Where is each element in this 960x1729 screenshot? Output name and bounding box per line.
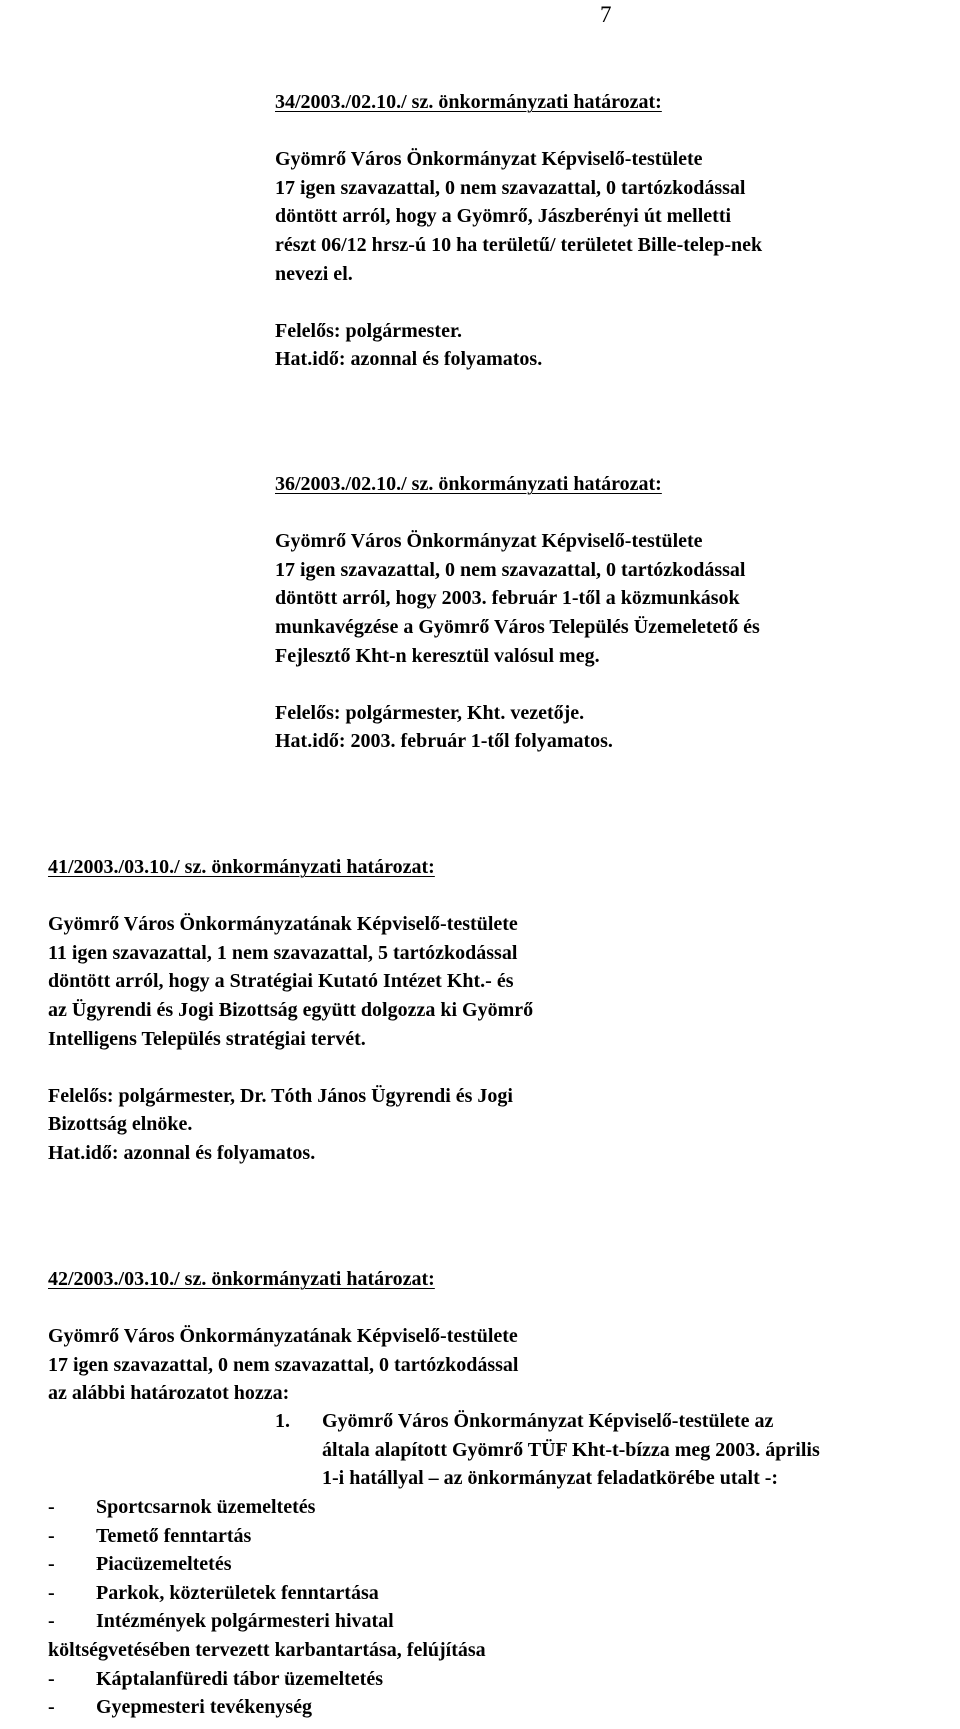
resolution-body-line: Gyömrő Város Önkormányzat Képviselő-testülete: [275, 530, 703, 553]
numbered-item-line: általa alapított Gyömrő TÜF Kht-t-bízza meg 2003. április: [322, 1438, 820, 1461]
list-item-text: Intézmények polgármesteri hivatal: [96, 1610, 394, 1633]
list-item: [48, 1607, 486, 1636]
resolution-42: [48, 1265, 519, 1408]
list-item: [48, 1522, 486, 1551]
numbered-item-line: 1-i hatállyal – az önkormányzat feladatkörébe utalt -:: [322, 1467, 779, 1490]
resolution-heading: 36/2003./02.10./ sz. önkormányzati határozat:: [275, 473, 662, 495]
resolution-body-line: döntött arról, hogy a Gyömrő, Jászberényi út melletti: [275, 205, 732, 228]
list-item-continuation: [48, 1636, 486, 1665]
resolution-body-line: 17 igen szavazattal, 0 nem szavazattal, 0 tartózkodással: [48, 1353, 519, 1376]
list-item: [48, 1493, 486, 1522]
list-item-text: Temető fenntartás: [96, 1524, 252, 1547]
list-dash: -: [48, 1553, 55, 1576]
resolution-body-line: az alábbi határozatot hozza:: [48, 1382, 290, 1405]
resolution-41: [48, 853, 533, 1168]
page-number: 7: [600, 2, 612, 27]
list-item: [48, 1579, 486, 1608]
list-dash: -: [48, 1496, 55, 1518]
resolution-body-line: az Ügyrendi és Jogi Bizottság együtt dolgozza ki Gyömrő: [48, 998, 534, 1021]
resolution-36: [275, 470, 760, 756]
resolution-heading: 42/2003./03.10./ sz. önkormányzati határozat:: [48, 1268, 435, 1290]
resolution-body-line: 17 igen szavazattal, 0 nem szavazattal, 0 tartózkodással: [275, 176, 746, 199]
list-dash: -: [48, 1667, 55, 1690]
resolution-body-line: 17 igen szavazattal, 0 nem szavazattal, 0 tartózkodással: [275, 558, 746, 581]
list-dash: -: [48, 1581, 55, 1604]
responsible-line: Felelős: polgármester, Dr. Tóth János Ügyrendi és Jogi: [48, 1084, 513, 1107]
resolution-body-line: Gyömrő Város Önkormányzatának Képviselő-testülete: [48, 1325, 518, 1348]
deadline-line: Hat.idő: azonnal és folyamatos.: [48, 1141, 316, 1164]
list-dash: -: [48, 1524, 55, 1547]
resolution-body-line: Gyömrő Város Önkormányzatának Képviselő-testülete: [48, 913, 518, 936]
resolution-body-line: Gyömrő Város Önkormányzat Képviselő-testülete: [275, 148, 703, 171]
deadline-line: Hat.idő: azonnal és folyamatos.: [275, 348, 543, 371]
resolution-body-line: munkavégzése a Gyömrő Város Település Üzemeletető és: [275, 615, 760, 638]
list-item-text: Káptalanfüredi tábor üzemeltetés: [96, 1667, 384, 1690]
resolution-body-line: Fejlesztő Kht-n keresztül valósul meg.: [275, 644, 600, 667]
responsible-line: Bizottság elnöke.: [48, 1113, 193, 1136]
list-item-text: Sportcsarnok üzemeltetés: [96, 1496, 316, 1518]
list-item-text: költségvetésében tervezett karbantartása, felújítása: [48, 1638, 486, 1661]
list-item-text: Parkok, közterületek fenntartása: [96, 1581, 379, 1604]
list-item: [48, 1693, 486, 1722]
resolution-body-line: döntött arról, hogy 2003. február 1-től a közmunkások: [275, 587, 740, 610]
deadline-line: Hat.idő: 2003. február 1-től folyamatos.: [275, 730, 613, 753]
task-list: [48, 1493, 486, 1722]
item-number: 1.: [275, 1410, 290, 1432]
resolution-body-line: nevezi el.: [275, 262, 353, 285]
resolution-34: [275, 88, 762, 374]
list-item-text: Gyepmesteri tevékenység: [96, 1696, 313, 1719]
list-item-text: Piacüzemeltetés: [96, 1553, 232, 1576]
list-item: [48, 1665, 486, 1694]
resolution-body-line: döntött arról, hogy a Stratégiai Kutató Intézet Kht.- és: [48, 970, 514, 993]
list-dash: -: [48, 1610, 55, 1633]
resolution-body-line: részt 06/12 hrsz-ú 10 ha területű/ területet Bille-telep-nek: [275, 233, 763, 256]
responsible-line: Felelős: polgármester.: [275, 319, 462, 342]
numbered-item-line: Gyömrő Város Önkormányzat Képviselő-testülete az: [322, 1410, 774, 1432]
resolution-heading: 34/2003./02.10./ sz. önkormányzati határozat:: [275, 91, 662, 113]
resolution-heading: 41/2003./03.10./ sz. önkormányzati határozat:: [48, 856, 435, 878]
list-dash: -: [48, 1696, 55, 1719]
list-item: [48, 1550, 486, 1579]
resolution-body-line: 11 igen szavazattal, 1 nem szavazattal, 5 tartózkodással: [48, 941, 518, 964]
responsible-line: Felelős: polgármester, Kht. vezetője.: [275, 701, 585, 724]
resolution-body-line: Intelligens Település stratégiai tervét.: [48, 1027, 366, 1050]
numbered-item-text: [322, 1407, 820, 1493]
